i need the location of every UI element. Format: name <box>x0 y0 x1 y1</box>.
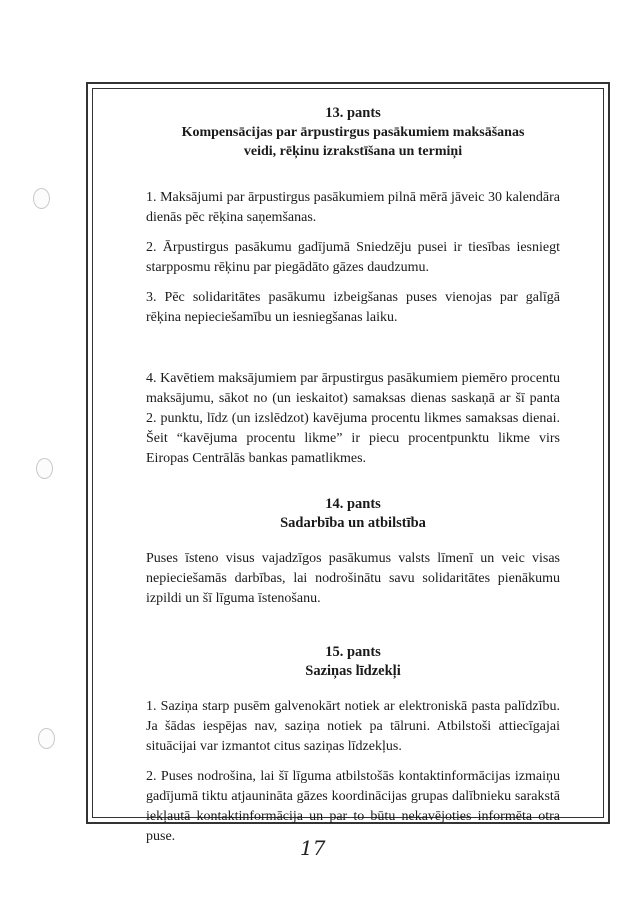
paragraph: 1. Maksājumi par ārpustirgus pasākumiem pilnā mērā jāveic 30 kalendāra dienās pēc rēķina saņemšanas. <box>146 190 560 225</box>
paragraph: 4. Kavētiem maksājumiem par ārpustirgus pasākumiem piemēro procentu maksājumu, sākot no (un ieskaitot) samaksas dienas saskaņā ar šī panta 2. punktu, līdz (un izslēdzot) kavējuma procentu likmes samaksas dienai. Šeit “kavējuma procentu likme” ir piecu procentpunktu likme virs Eiropas Centrālās bankas pamatlikmes. <box>146 371 560 466</box>
paragraph: 3. Pēc solidaritātes pasākumu izbeigšanas puses vienojas par galīgā rēķina nepieciešamību un iesniegšanas laiku. <box>146 290 560 325</box>
section-title: Kompensācijas par ārpustirgus pasākumiem maksāšanas <box>181 125 525 140</box>
section-13 <box>146 104 560 469</box>
paragraph: 2. Puses nodrošina, lai šī līguma atbilstošās kontaktinformācijas izmaiņu gadījumā tiktu atjaunināta gāzes koordinācijas grupas dalībnieku sarakstā iekļautā kontaktinformācija un par to būtu nekavējoties informēta otra puse. <box>146 769 560 844</box>
section-number: 14. pants <box>325 496 381 512</box>
paragraph: 1. Saziņa starp pusēm galvenokārt notiek ar elektroniskā pasta palīdzību. Ja šādas iespējas nav, saziņa notiek pa tālruni. Atbilstoši attiecīgajai situācijai var izmantot citus saziņas līdzekļus. <box>146 699 560 754</box>
section-number: 15. pants <box>325 644 381 660</box>
section-15 <box>146 643 560 847</box>
section-number: 13. pants <box>325 105 381 121</box>
paragraph: 2. Ārpustirgus pasākumu gadījumā Sniedzēju pusei ir tiesības iesniegt starpposmu rēķinu par piegādāto gāzes daudzumu. <box>146 240 560 275</box>
page-number: 17 <box>300 836 326 860</box>
document-body <box>146 102 560 847</box>
section-title: Saziņas līdzekļi <box>305 663 401 679</box>
section-title: veidi, rēķinu izrakstīšana un termiņi <box>243 144 463 159</box>
section-title: Sadarbība un atbilstība <box>280 515 426 531</box>
paragraph: Puses īsteno visus vajadzīgos pasākumus valsts līmenī un veic visas nepieciešamās darbības, lai nodrošinātu savu solidaritātes pienākumu izpildi un šī līguma īstenošanu. <box>146 551 560 606</box>
punch-hole-top <box>33 188 50 209</box>
section-14 <box>146 495 560 609</box>
punch-hole-bottom <box>38 728 55 749</box>
punch-hole-middle <box>36 458 53 479</box>
